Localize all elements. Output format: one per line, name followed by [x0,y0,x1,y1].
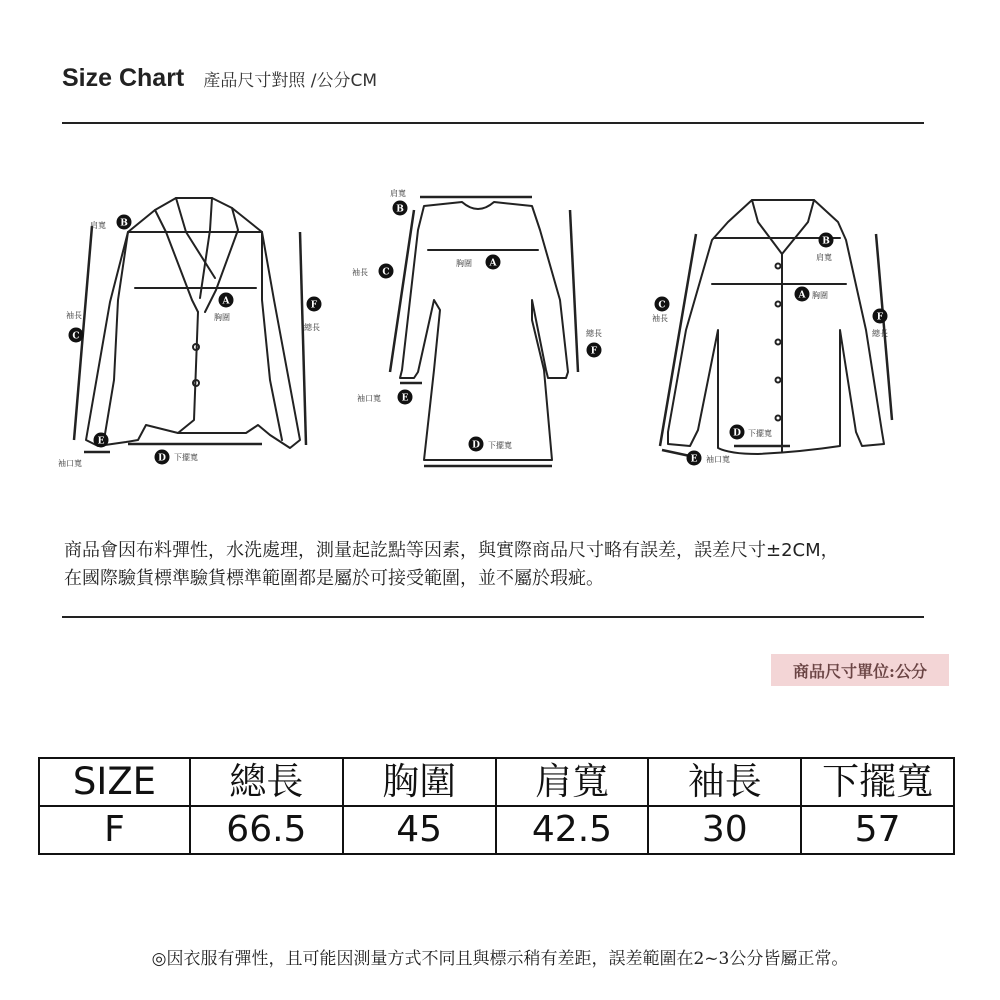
svg-text:F: F [876,312,884,323]
header [62,64,377,93]
svg-text:C: C [72,331,80,342]
shirt-shoulder-label: 肩寬 [816,253,832,262]
svg-text:B: B [822,236,830,247]
garment-illustrations [0,170,1000,490]
note-line-1: 商品會因布料彈性，水洗處理，測量起訖點等因素，與實際商品尺寸略有誤差，誤差尺寸±2CM， [64,540,839,561]
shirt-length-label: 總長 [872,329,888,338]
svg-text:E: E [97,436,105,447]
dress-illustration [352,188,602,466]
top-divider [62,122,924,124]
svg-text:B: B [396,204,404,215]
jacket-hem-label: 下擺寬 [174,453,198,462]
dress-chest-label: 胸圍 [456,259,472,268]
svg-text:A: A [489,258,497,269]
svg-text:A: A [798,290,806,301]
dress-hem-label: 下擺寬 [488,441,512,450]
svg-text:D: D [472,440,480,451]
size-table [38,757,955,855]
page-subtitle: 產品尺寸對照 /公分CM [203,71,378,91]
jacket-cuff-label: 袖口寬 [58,459,82,468]
svg-text:B: B [120,218,128,229]
svg-text:E: E [690,454,698,465]
shirt-illustration [652,200,892,466]
jacket-illustration [58,198,322,468]
svg-text:F: F [310,300,318,311]
jacket-sleeve-label: 袖長 [66,311,82,320]
dress-length-label: 總長 [586,329,602,338]
jacket-shoulder-label: 肩寬 [90,221,106,230]
svg-text:D: D [158,453,166,464]
shirt-cuff-label: 袖口寬 [706,455,730,464]
header-chest: 胸圍 [343,758,496,806]
header-length: 總長 [190,758,343,806]
svg-text:E: E [401,393,409,404]
table-header-row [39,758,954,806]
cell-length: 66.5 [190,806,343,854]
dress-sleeve-label: 袖長 [352,268,368,277]
middle-divider [62,616,924,618]
cell-hem: 57 [801,806,954,854]
shirt-sleeve-label: 袖長 [652,314,668,323]
jacket-chest-label: 胸圍 [214,313,230,322]
shirt-hem-label: 下擺寬 [748,429,772,438]
header-hem: 下擺寬 [801,758,954,806]
svg-text:D: D [733,428,741,439]
jacket-length-label: 總長 [304,323,320,332]
footer-note: ◎因衣服有彈性，且可能因測量方式不同且與標示稍有差距，誤差範圍在2~3公分皆屬正常。 [151,949,849,969]
svg-text:A: A [222,296,230,307]
dress-cuff-label: 袖口寬 [357,394,381,403]
svg-text:C: C [382,267,390,278]
svg-text:F: F [590,346,598,357]
header-sleeve: 袖長 [648,758,801,806]
cell-chest: 45 [343,806,496,854]
shirt-chest-label: 胸圍 [812,291,828,300]
page-title: Size Chart [62,64,185,92]
header-shoulder: 肩寬 [496,758,649,806]
measurement-note [64,537,994,593]
table-row [39,806,954,854]
dress-shoulder-label: 肩寬 [390,189,406,198]
cell-shoulder: 42.5 [496,806,649,854]
svg-text:C: C [658,300,666,311]
note-line-2: 在國際驗貨標準驗貨標準範圍都是屬於可接受範圍，並不屬於瑕疵。 [64,568,604,589]
unit-badge: 商品尺寸單位:公分 [771,654,949,686]
header-size: SIZE [39,758,190,806]
cell-size: F [39,806,190,854]
cell-sleeve: 30 [648,806,801,854]
